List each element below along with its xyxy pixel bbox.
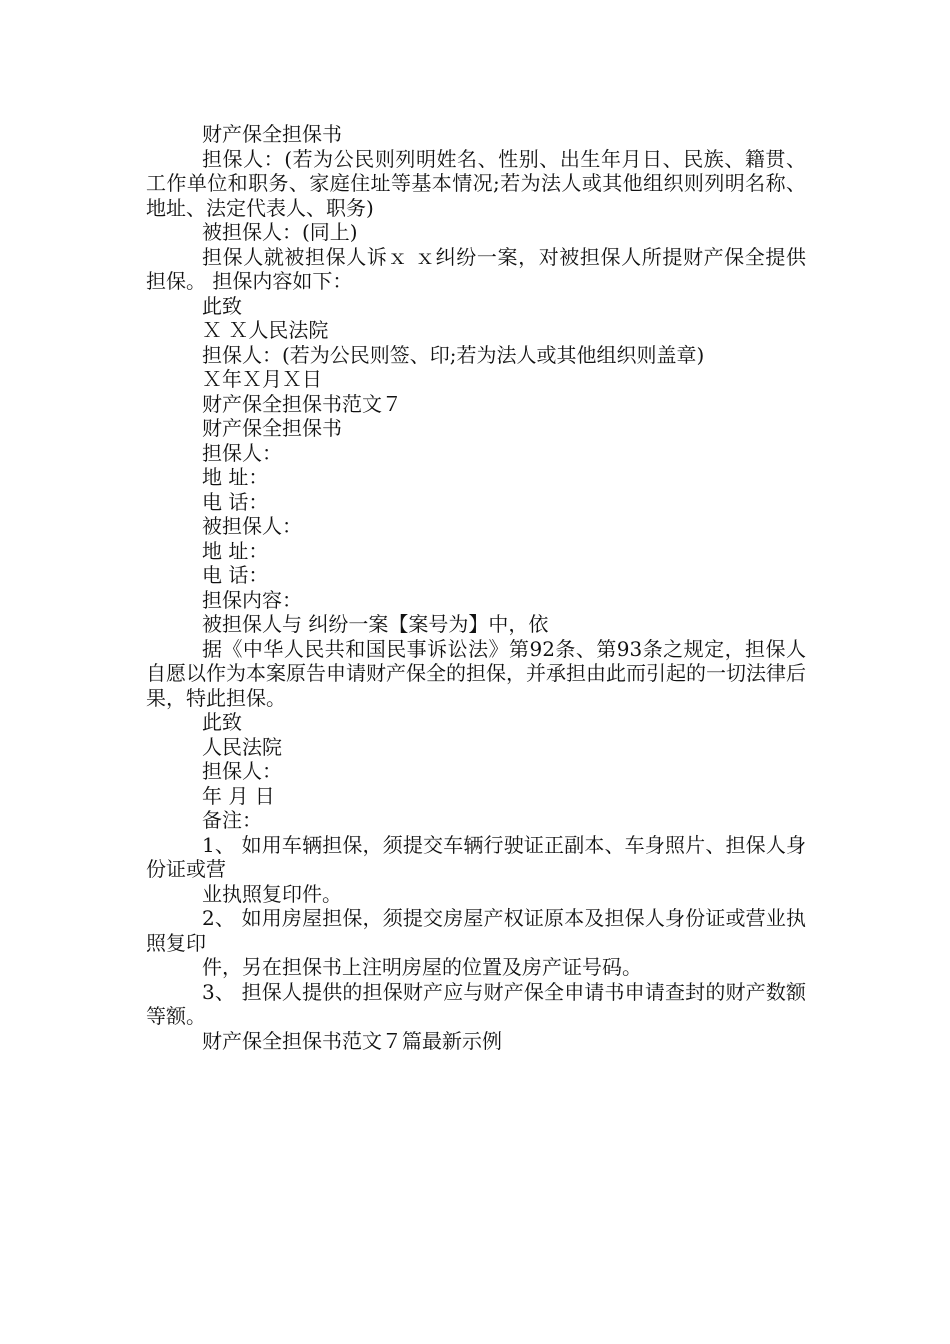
legal-basis-paragraph: 据《中华人民共和国民事诉讼法》第92条、第93条之规定，担保人自愿以作为本案原告申请财产保全的担保，并承担由此而引起的一切法律后果，特此担保。 [146, 636, 806, 710]
guarantor-field: 担保人： [202, 440, 282, 465]
guarantor-phone-field: 电 话： [202, 489, 269, 514]
footer-title: 财产保全担保书范文７篇最新示例 [202, 1028, 502, 1053]
guaranteed-phone-field: 电 话： [202, 563, 269, 587]
note-1-continued: 业执照复印件。 [202, 881, 342, 906]
guaranteed-address-field: 地 址： [202, 538, 269, 563]
guarantor-signature-2: 担保人： [202, 759, 282, 783]
guarantor-address-field: 地 址： [202, 465, 269, 489]
notes-label: 备注： [202, 808, 262, 832]
guarantor-signature-line: 担保人：(若为公民则签、印;若为法人或其他组织则盖章) [202, 342, 705, 367]
date-line-2: 年 月 日 [202, 783, 275, 808]
guarantee-content-label: 担保内容： [202, 587, 302, 612]
court-name: Ｘ Ｘ人民法院 [202, 318, 329, 342]
guaranteed-party-field: 被担保人： [202, 514, 302, 538]
salutation-2: 此致 [202, 710, 242, 734]
note-2: 2、 如用房屋担保，须提交房屋产权证原本及担保人身份证或营业执照复印 [146, 906, 806, 955]
doc-title: 财产保全担保书 [202, 122, 342, 146]
case-line: 被担保人与 纠纷一案【案号为】中，依 [202, 612, 549, 636]
note-3: 3、 担保人提供的担保财产应与财产保全申请书申请查封的财产数额等额。 [146, 979, 806, 1028]
guarantee-statement: 担保人就被担保人诉ｘ ｘ纠纷一案，对被担保人所提财产保全提供担保。 担保内容如下： [146, 244, 806, 293]
guarantor-description: 担保人：(若为公民则列明姓名、性别、出生年月日、民族、籍贯、工作单位和职务、家庭住址等基本情况;若为法人或其他组织则列明名称、地址、法定代表人、职务) [146, 146, 806, 220]
date-line: Ｘ年Ｘ月Ｘ日 [202, 367, 322, 391]
note-2-continued: 件，另在担保书上注明房屋的位置及房产证号码。 [202, 955, 642, 979]
sample-title: 财产保全担保书 [202, 416, 342, 440]
salutation: 此致 [202, 293, 242, 318]
note-1: 1、 如用车辆担保，须提交车辆行驶证正副本、车身照片、担保人身份证或营 [146, 832, 806, 881]
document-body [146, 122, 806, 1053]
guaranteed-party-line: 被担保人：(同上) [202, 220, 358, 244]
court-name-2: 人民法院 [202, 734, 282, 759]
section-heading: 财产保全担保书范文７ [202, 391, 402, 416]
